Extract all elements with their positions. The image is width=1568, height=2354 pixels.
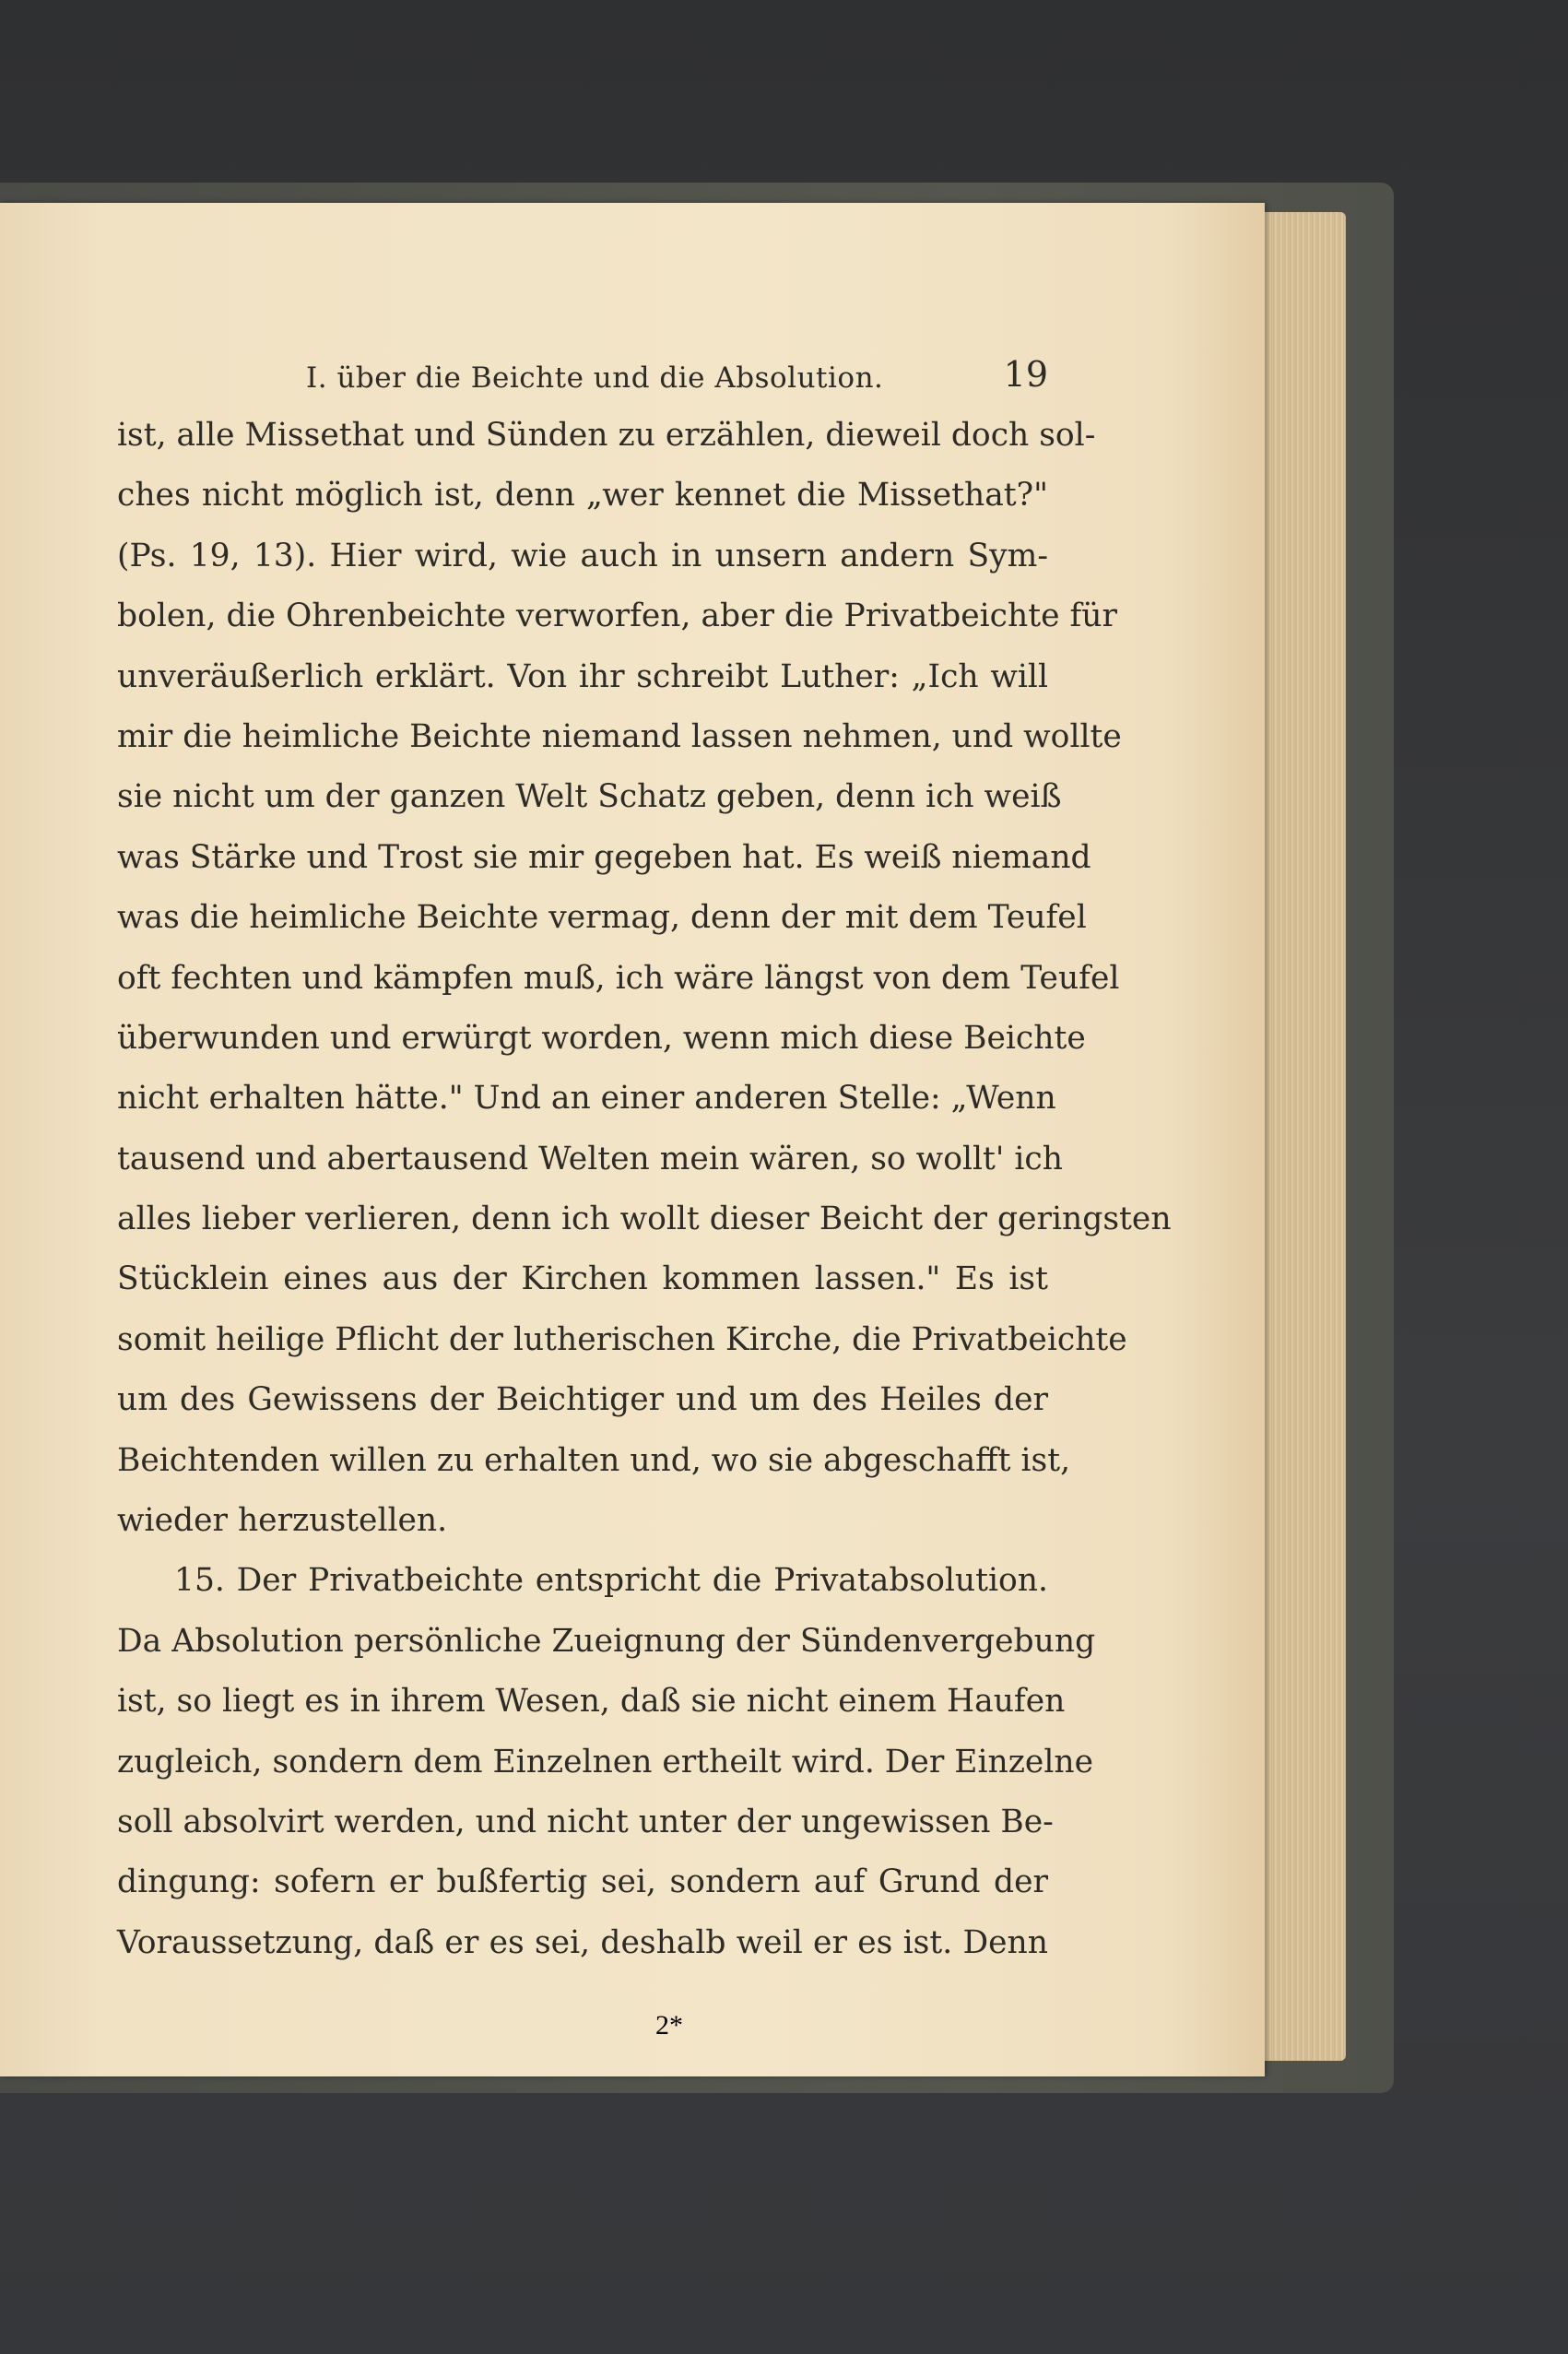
text-line: somit heilige Pflicht der lutherischen Kirche, die Privatbeichte	[117, 1320, 1127, 1358]
text-line: ist, alle Missethat und Sünden zu erzählen, dieweil doch sol-	[117, 417, 1096, 454]
text-line: dingung: sofern er bußfertig sei, sondern auf Grund der	[117, 1863, 1048, 1901]
text-line: Da Absolution persönliche Zueignung der Sündenvergebung	[117, 1622, 1096, 1660]
text-line: was die heimliche Beichte vermag, denn der mit dem Teufel	[117, 899, 1087, 937]
text-line: wieder herzustellen.	[117, 1502, 448, 1540]
text-line: 15. Der Privatbeichte entspricht die Privatabsolution.	[174, 1562, 1048, 1600]
text-line: (Ps. 19, 13). Hier wird, wie auch in unsern andern Sym-	[117, 537, 1048, 574]
page-content	[117, 350, 1172, 1973]
text-line: alles lieber verlieren, denn ich wollt dieser Beicht der geringsten	[117, 1201, 1172, 1238]
text-line: Beichtenden willen zu erhalten und, wo sie abgeschafft ist,	[117, 1441, 1071, 1479]
body-text	[117, 406, 1172, 1973]
text-line: Stücklein eines aus der Kirchen kommen lassen." Es ist	[117, 1260, 1048, 1298]
text-line: mir die heimliche Beichte niemand lassen nehmen, und wollte	[117, 717, 1122, 755]
text-line: soll absolvirt werden, und nicht unter der ungewissen Be-	[117, 1803, 1054, 1840]
running-head	[117, 350, 1048, 406]
running-title: I. über die Beichte und die Absolution.	[306, 361, 884, 395]
book-page	[0, 203, 1265, 2076]
page-number: 19	[1003, 354, 1048, 395]
text-line: was Stärke und Trost sie mir gegeben hat. Es weiß niemand	[117, 838, 1091, 876]
text-line: bolen, die Ohrenbeichte verworfen, aber die Privatbeichte für	[117, 597, 1117, 635]
text-line: um des Gewissens der Beichtiger und um des Heiles der	[117, 1381, 1048, 1419]
text-line: zugleich, sondern dem Einzelnen ertheilt wird. Der Einzelne	[117, 1743, 1094, 1780]
text-line: unveräußerlich erklärt. Von ihr schreibt Luther: „Ich will	[117, 657, 1048, 695]
text-line: sie nicht um der ganzen Welt Schatz geben, denn ich weiß	[117, 778, 1062, 816]
text-line: ist, so liegt es in ihrem Wesen, daß sie nicht einem Haufen	[117, 1683, 1066, 1721]
text-line: nicht erhalten hätte." Und an einer anderen Stelle: „Wenn	[117, 1080, 1056, 1118]
text-line: überwunden und erwürgt worden, wenn mich diese Beichte	[117, 1019, 1086, 1057]
text-line: tausend und abertausend Welten mein wären, so wollt' ich	[117, 1140, 1063, 1177]
text-line: ches nicht möglich ist, denn „wer kennet die Missethat?"	[117, 477, 1048, 515]
text-line: Voraussetzung, daß er es sei, deshalb weil er es ist. Denn	[117, 1923, 1048, 1961]
signature-mark: 2*	[655, 2010, 683, 2041]
text-line: oft fechten und kämpfen muß, ich wäre längst von dem Teufel	[117, 959, 1120, 997]
